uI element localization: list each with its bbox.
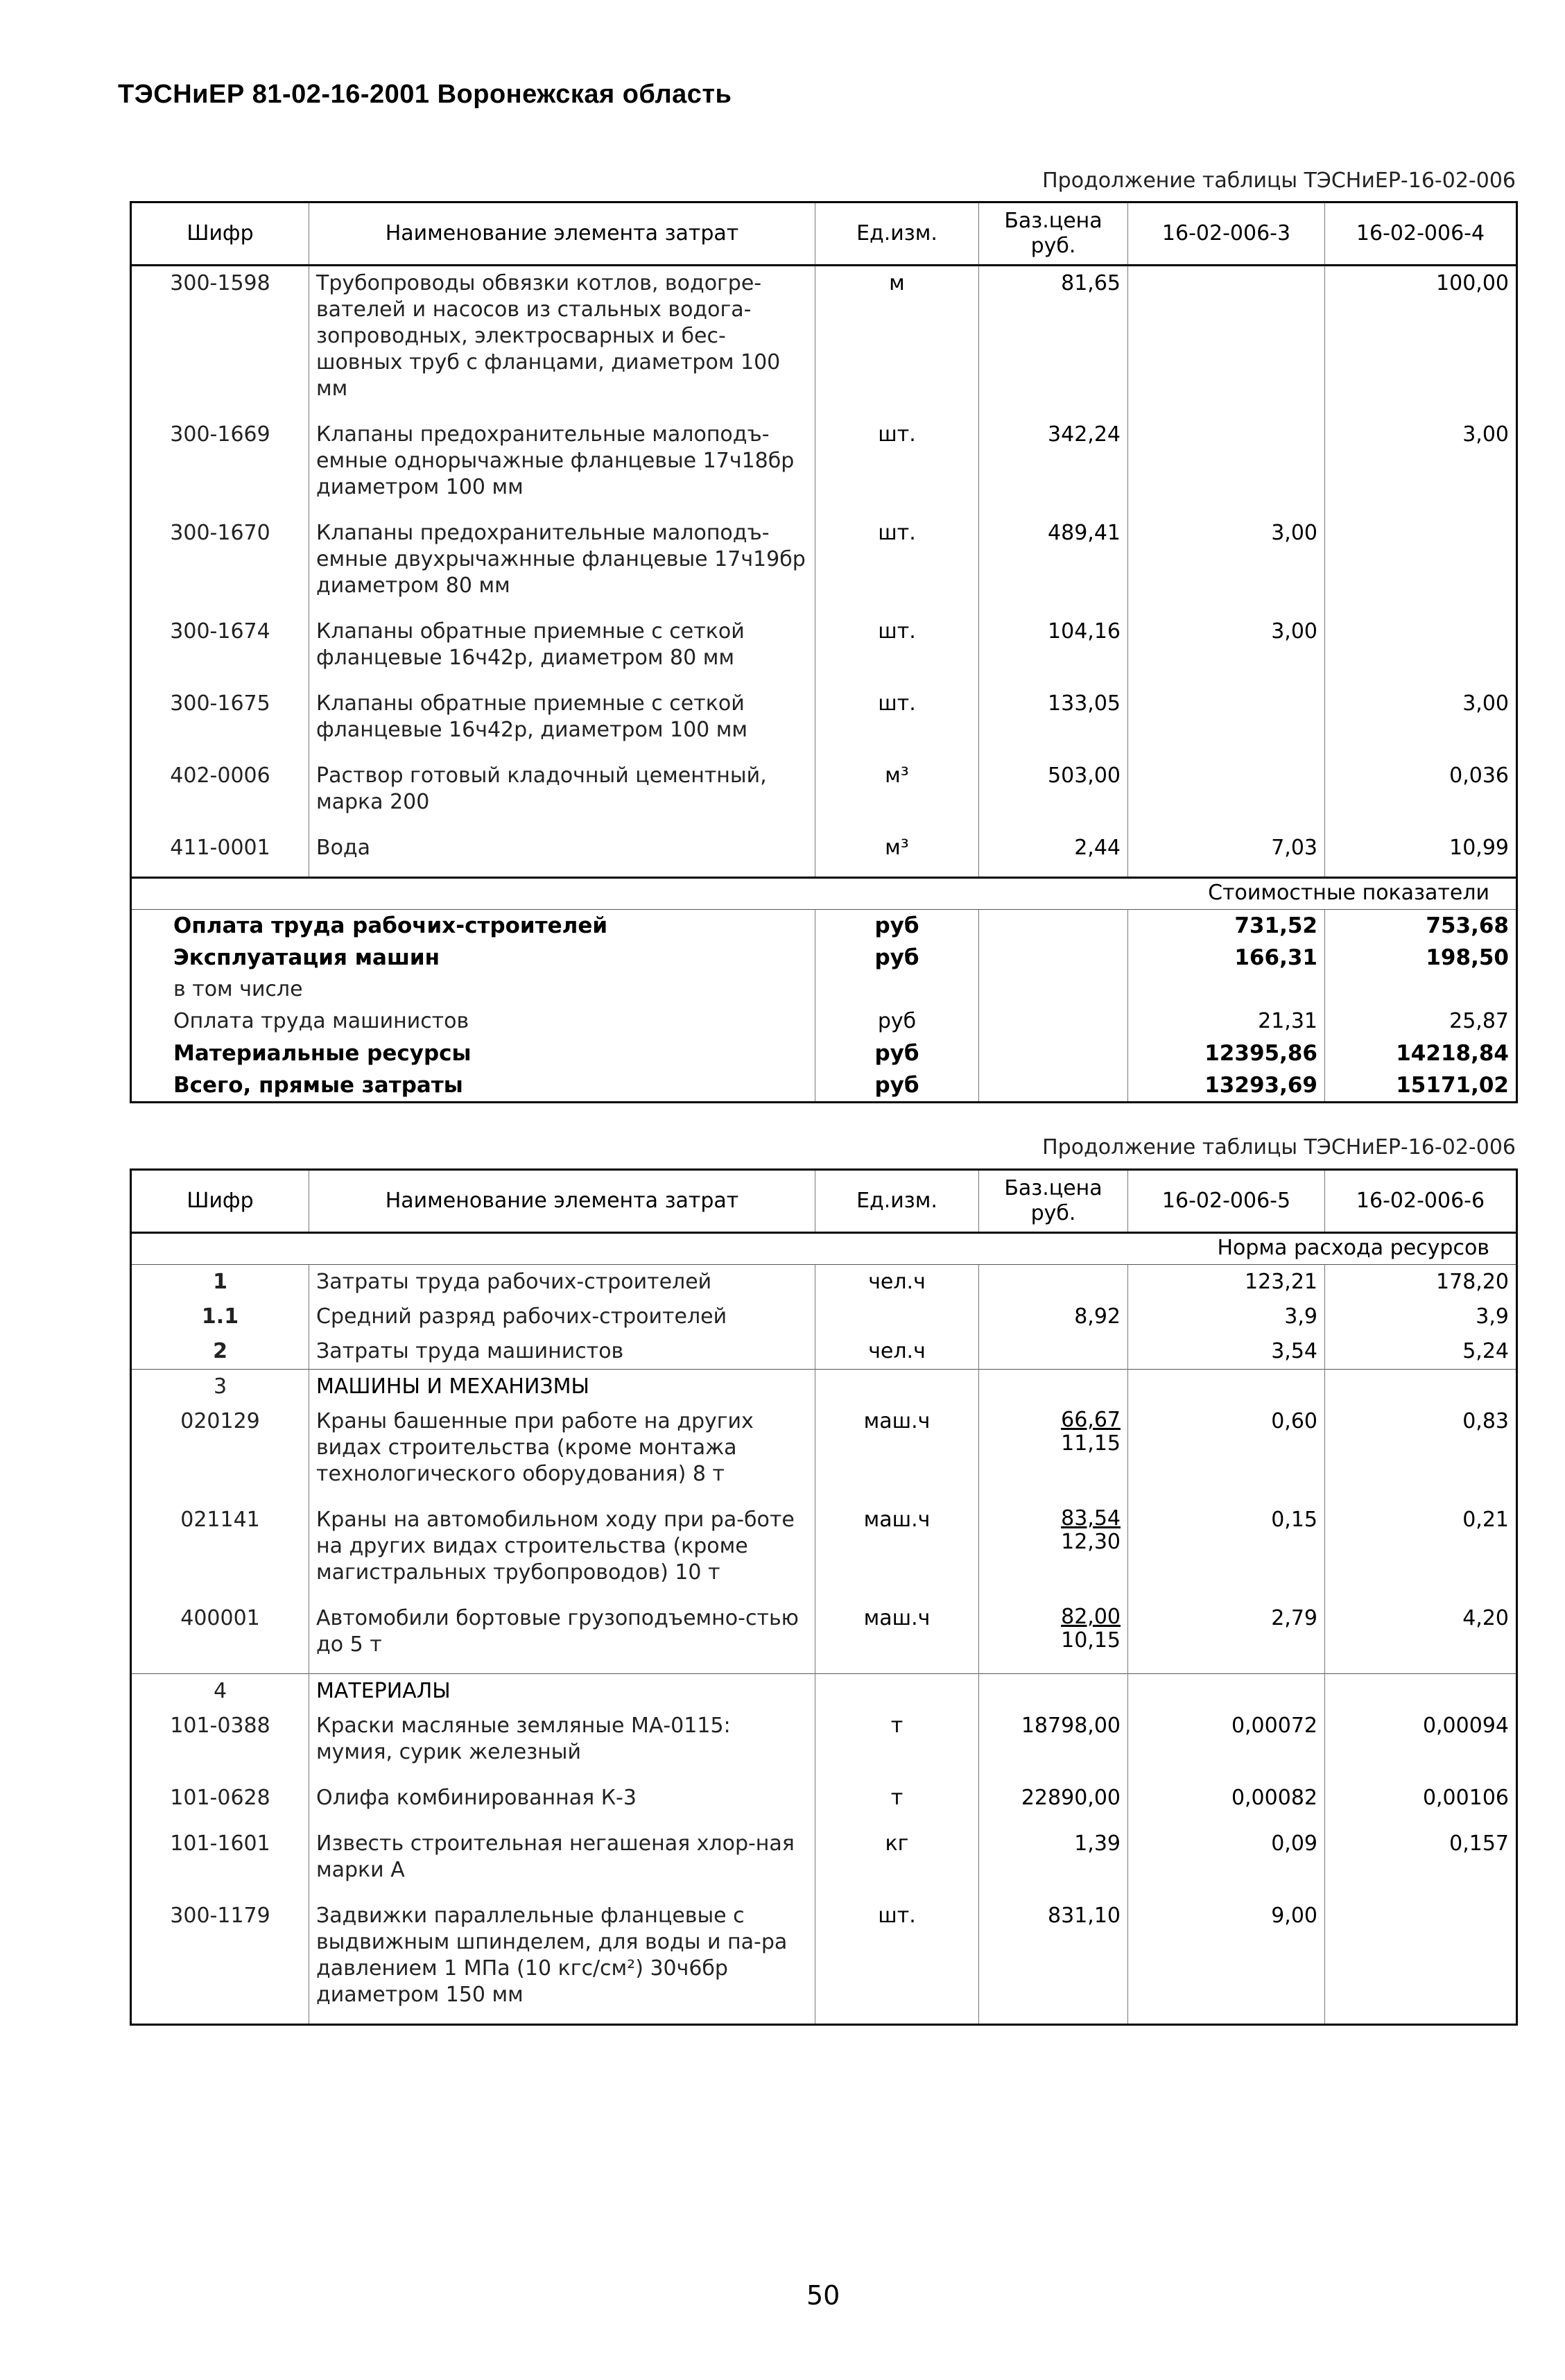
- summary-row: [131, 1006, 1517, 1037]
- resource-code: 2: [131, 1334, 309, 1370]
- price-cell: [979, 1037, 1128, 1069]
- section-row-machines: [131, 1370, 1517, 1405]
- resource-name: Олифа комбинированная К-3: [309, 1781, 815, 1827]
- unit-cell: шт.: [815, 1899, 979, 2025]
- value-col-a: 731,52: [1128, 910, 1325, 942]
- price-cell: 489,41: [979, 516, 1128, 614]
- price-cell: 22890,00: [979, 1781, 1128, 1827]
- table-row: [131, 759, 1517, 831]
- resource-code: 101-1601: [131, 1827, 309, 1899]
- header-unit: Ед.изм.: [815, 1170, 979, 1233]
- price-fraction: [1061, 1507, 1121, 1554]
- value-col-a: [1128, 759, 1325, 831]
- resource-code: 101-0388: [131, 1709, 309, 1781]
- table-row: [131, 417, 1517, 516]
- table-row: [131, 1265, 1517, 1300]
- table-row: [131, 687, 1517, 759]
- value-col-a: [1128, 266, 1325, 418]
- resource-code: 1.1: [131, 1300, 309, 1334]
- value-col-a: 3,00: [1128, 516, 1325, 614]
- value-col-a: 3,00: [1128, 614, 1325, 687]
- price-cell: 831,10: [979, 1899, 1128, 2025]
- price-cell: 81,65: [979, 266, 1128, 418]
- table-row: [131, 1404, 1517, 1503]
- table-row: [131, 831, 1517, 878]
- value-col-b: 10,99: [1325, 831, 1517, 878]
- value-col-a: 0,60: [1128, 1404, 1325, 1503]
- header-col-b: 16-02-006-4: [1325, 202, 1517, 266]
- resource-code: 300-1675: [131, 687, 309, 759]
- norm-banner-row: [131, 1233, 1517, 1265]
- resource-name: Средний разряд рабочих-строителей: [309, 1300, 815, 1334]
- resource-name: Краны башенные при работе на других видах строительства (кроме монтажа технологического оборудования) 8 т: [309, 1404, 815, 1503]
- value-col-b: [1325, 1899, 1517, 2025]
- resource-name: Краски масляные земляные МА-0115: мумия, сурик железный: [309, 1709, 815, 1781]
- value-col-b: 3,9: [1325, 1300, 1517, 1334]
- value-col-b: 0,21: [1325, 1503, 1517, 1601]
- table-row: [131, 1899, 1517, 2025]
- value-col-a: 2,79: [1128, 1601, 1325, 1674]
- unit-cell: т: [815, 1709, 979, 1781]
- resource-code: 020129: [131, 1404, 309, 1503]
- header-unit: Ед.изм.: [815, 202, 979, 266]
- price-cell: 104,16: [979, 614, 1128, 687]
- value-col-a: 7,03: [1128, 831, 1325, 878]
- document-header: ТЭСНиЕР 81-02-16-2001 Воронежская область: [118, 80, 732, 109]
- resource-code: 411-0001: [131, 831, 309, 878]
- resource-table-1: [130, 201, 1518, 1103]
- value-col-b: 0,83: [1325, 1404, 1517, 1503]
- table-row: [131, 1781, 1517, 1827]
- summary-label: Оплата труда машинистов: [131, 1006, 815, 1037]
- header-price: Баз.цена руб.: [979, 1170, 1128, 1233]
- resource-name: Автомобили бортовые грузоподъемно-стью до 5 т: [309, 1601, 815, 1674]
- value-col-a: [1128, 417, 1325, 516]
- resource-name: Трубопроводы обвязки котлов, водогре-вателей и насосов из стальных водога-зопроводных, электросварных и бес-шовных труб с фланцами, диаметром 100 мм: [309, 266, 815, 418]
- value-col-a: [1128, 687, 1325, 759]
- unit-cell: [815, 974, 979, 1006]
- price-cell: [979, 1404, 1128, 1503]
- value-col-a: 123,21: [1128, 1265, 1325, 1300]
- unit-cell: м³: [815, 831, 979, 878]
- summary-row: [131, 910, 1517, 942]
- unit-cell: м³: [815, 759, 979, 831]
- price-cell: [979, 1601, 1128, 1674]
- value-col-b: 0,157: [1325, 1827, 1517, 1899]
- norm-banner: Норма расхода ресурсов: [131, 1233, 1517, 1265]
- value-col-a: 3,9: [1128, 1300, 1325, 1334]
- header-code: Шифр: [131, 1170, 309, 1233]
- price-cell: 342,24: [979, 417, 1128, 516]
- summary-label: Эксплуатация машин: [131, 942, 815, 974]
- section-code: 3: [131, 1370, 309, 1405]
- resource-code: 300-1670: [131, 516, 309, 614]
- section-title: МАТЕРИАЛЫ: [309, 1674, 815, 1709]
- resource-code: 300-1669: [131, 417, 309, 516]
- header-code: Шифр: [131, 202, 309, 266]
- header-col-b: 16-02-006-6: [1325, 1170, 1517, 1233]
- price-fraction: [1061, 1605, 1121, 1653]
- resource-name: Краны на автомобильном ходу при ра-боте на других видах строительства (кроме магистральных трубопроводов) 10 т: [309, 1503, 815, 1601]
- value-col-b: 25,87: [1325, 1006, 1517, 1037]
- value-col-b: 753,68: [1325, 910, 1517, 942]
- table-row: [131, 1300, 1517, 1334]
- value-col-a: 0,15: [1128, 1503, 1325, 1601]
- unit-cell: маш.ч: [815, 1503, 979, 1601]
- value-col-b: [1325, 974, 1517, 1006]
- value-col-b: 14218,84: [1325, 1037, 1517, 1069]
- price-wage: 11,15: [1061, 1431, 1121, 1456]
- resource-name: Вода: [309, 831, 815, 878]
- value-col-a: 21,31: [1128, 1006, 1325, 1037]
- unit-cell: руб: [815, 1069, 979, 1103]
- resource-name: Затраты труда рабочих-строителей: [309, 1265, 815, 1300]
- summary-label: Оплата труда рабочих-строителей: [131, 910, 815, 942]
- unit-cell: чел.ч: [815, 1265, 979, 1300]
- header-name: Наименование элемента затрат: [309, 1170, 815, 1233]
- resource-code: 402-0006: [131, 759, 309, 831]
- value-col-b: 0,00094: [1325, 1709, 1517, 1781]
- value-col-b: 4,20: [1325, 1601, 1517, 1674]
- unit-cell: т: [815, 1781, 979, 1827]
- resource-code: 300-1179: [131, 1899, 309, 2025]
- resource-table-2: [130, 1169, 1518, 2026]
- resource-code: 101-0628: [131, 1781, 309, 1827]
- table-row: [131, 1709, 1517, 1781]
- resource-name: Затраты труда машинистов: [309, 1334, 815, 1370]
- header-col-a: 16-02-006-3: [1128, 202, 1325, 266]
- price-cell: 2,44: [979, 831, 1128, 878]
- resource-name: Задвижки параллельные фланцевые с выдвижным шпинделем, для воды и па-ра давлением 1 МПа (10 кгс/см²) 30ч6бр диаметром 150 мм: [309, 1899, 815, 2025]
- price-cell: [979, 1006, 1128, 1037]
- table1-caption: Продолжение таблицы ТЭСНиЕР-16-02-006: [1042, 169, 1516, 193]
- price-cell: 503,00: [979, 759, 1128, 831]
- unit-cell: шт.: [815, 516, 979, 614]
- price-cell: [979, 1334, 1128, 1370]
- section-code: 4: [131, 1674, 309, 1709]
- summary-label: в том числе: [131, 974, 815, 1006]
- resource-name: Клапаны предохранительные малоподъ-емные однорычажные фланцевые 17ч18бр диаметром 100 мм: [309, 417, 815, 516]
- summary-row: [131, 974, 1517, 1006]
- value-col-b: [1325, 614, 1517, 687]
- value-col-b: 5,24: [1325, 1334, 1517, 1370]
- value-col-a: 0,00082: [1128, 1781, 1325, 1827]
- table2-caption: Продолжение таблицы ТЭСНиЕР-16-02-006: [1042, 1135, 1516, 1159]
- unit-cell: руб: [815, 942, 979, 974]
- resource-code: 1: [131, 1265, 309, 1300]
- unit-cell: шт.: [815, 614, 979, 687]
- cost-banner: Стоимостные показатели: [131, 878, 1517, 910]
- value-col-b: 0,036: [1325, 759, 1517, 831]
- resource-code: 300-1598: [131, 266, 309, 418]
- price-cell: 18798,00: [979, 1709, 1128, 1781]
- header-col-a: 16-02-006-5: [1128, 1170, 1325, 1233]
- table-row: [131, 266, 1517, 418]
- table-row: [131, 1334, 1517, 1370]
- section-title: МАШИНЫ И МЕХАНИЗМЫ: [309, 1370, 815, 1405]
- value-col-b: 3,00: [1325, 417, 1517, 516]
- page-number: 50: [806, 2280, 840, 2311]
- unit-cell: руб: [815, 1037, 979, 1069]
- table-row: [131, 1601, 1517, 1674]
- table1-header-row: [131, 202, 1517, 266]
- value-col-a: 0,00072: [1128, 1709, 1325, 1781]
- value-col-b: 0,00106: [1325, 1781, 1517, 1827]
- unit-cell: м: [815, 266, 979, 418]
- unit-cell: шт.: [815, 687, 979, 759]
- value-col-b: 3,00: [1325, 687, 1517, 759]
- price-cell: 8,92: [979, 1300, 1128, 1334]
- price-cell: [979, 1069, 1128, 1103]
- unit-cell: маш.ч: [815, 1404, 979, 1503]
- summary-label: Всего, прямые затраты: [131, 1069, 815, 1103]
- value-col-a: 166,31: [1128, 942, 1325, 974]
- price-cell: 1,39: [979, 1827, 1128, 1899]
- unit-cell: [815, 1300, 979, 1334]
- value-col-a: 13293,69: [1128, 1069, 1325, 1103]
- value-col-b: [1325, 516, 1517, 614]
- section-row-materials: [131, 1674, 1517, 1709]
- unit-cell: кг: [815, 1827, 979, 1899]
- table2-header-row: [131, 1170, 1517, 1233]
- unit-cell: руб: [815, 1006, 979, 1037]
- header-price: Баз.цена руб.: [979, 202, 1128, 266]
- price-machine: 83,54: [1061, 1506, 1121, 1530]
- summary-row: [131, 942, 1517, 974]
- header-name: Наименование элемента затрат: [309, 202, 815, 266]
- summary-row: [131, 1037, 1517, 1069]
- price-cell: [979, 1503, 1128, 1601]
- resource-name: Клапаны обратные приемные с сеткой фланцевые 16ч42р, диаметром 80 мм: [309, 614, 815, 687]
- unit-cell: руб: [815, 910, 979, 942]
- value-col-b: 178,20: [1325, 1265, 1517, 1300]
- value-col-a: 3,54: [1128, 1334, 1325, 1370]
- resource-name: Известь строительная негашеная хлор-ная марки А: [309, 1827, 815, 1899]
- value-col-a: 0,09: [1128, 1827, 1325, 1899]
- unit-cell: маш.ч: [815, 1601, 979, 1674]
- resource-name: Клапаны предохранительные малоподъ-емные двухрычажнные фланцевые 17ч19бр диаметром 80 мм: [309, 516, 815, 614]
- price-machine: 82,00: [1061, 1605, 1121, 1629]
- price-fraction: [1061, 1408, 1121, 1456]
- value-col-b: 15171,02: [1325, 1069, 1517, 1103]
- resource-code: 300-1674: [131, 614, 309, 687]
- price-machine: 66,67: [1061, 1408, 1121, 1432]
- value-col-a: 12395,86: [1128, 1037, 1325, 1069]
- resource-name: Клапаны обратные приемные с сеткой фланцевые 16ч42р, диаметром 100 мм: [309, 687, 815, 759]
- value-col-b: 100,00: [1325, 266, 1517, 418]
- resource-code: 400001: [131, 1601, 309, 1674]
- price-wage: 10,15: [1061, 1628, 1121, 1653]
- value-col-a: [1128, 974, 1325, 1006]
- price-cell: 133,05: [979, 687, 1128, 759]
- table-row: [131, 1827, 1517, 1899]
- price-wage: 12,30: [1061, 1530, 1121, 1554]
- table-row: [131, 1503, 1517, 1601]
- price-cell: [979, 942, 1128, 974]
- value-col-b: 198,50: [1325, 942, 1517, 974]
- unit-cell: шт.: [815, 417, 979, 516]
- price-cell: [979, 910, 1128, 942]
- price-cell: [979, 974, 1128, 1006]
- table-row: [131, 516, 1517, 614]
- price-cell: [979, 1265, 1128, 1300]
- cost-banner-row: [131, 878, 1517, 910]
- table-row: [131, 614, 1517, 687]
- resource-name: Раствор готовый кладочный цементный, марка 200: [309, 759, 815, 831]
- value-col-a: 9,00: [1128, 1899, 1325, 2025]
- resource-code: 021141: [131, 1503, 309, 1601]
- summary-label: Материальные ресурсы: [131, 1037, 815, 1069]
- summary-row: [131, 1069, 1517, 1103]
- unit-cell: чел.ч: [815, 1334, 979, 1370]
